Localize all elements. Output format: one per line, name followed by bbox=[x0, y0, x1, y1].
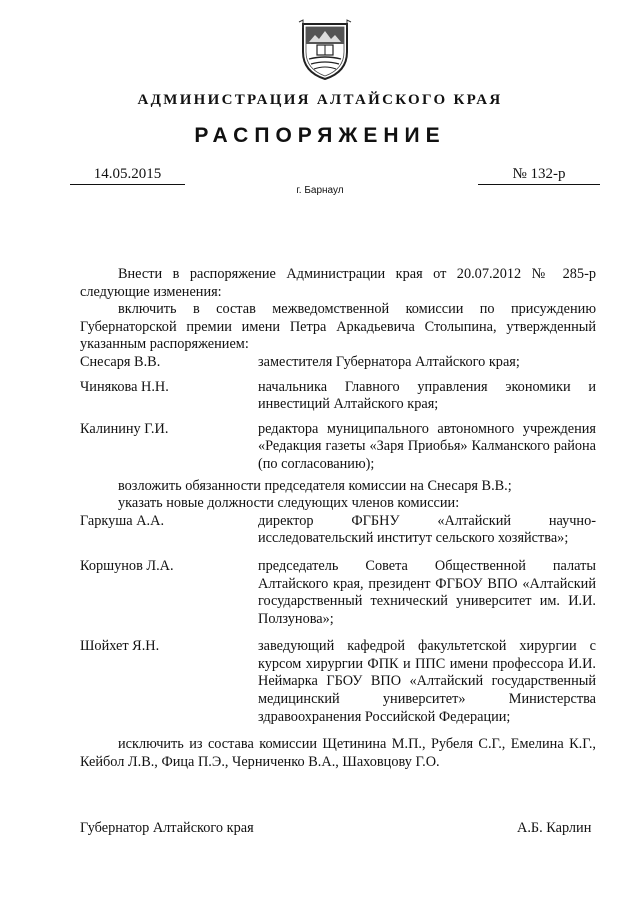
member-name: Гаркуша А.А. bbox=[80, 512, 165, 529]
signatory-name: А.Б. Карлин bbox=[517, 820, 592, 836]
member-name: Снесаря В.В. bbox=[80, 353, 161, 370]
coat-of-arms-icon bbox=[297, 18, 353, 82]
chair-clause: возложить обязанности председателя комиссии на Снесаря В.В.; bbox=[118, 477, 512, 494]
positions-clause: указать новые должности следующих членов комиссии: bbox=[118, 495, 460, 512]
document-date: 14.05.2015 bbox=[70, 165, 185, 185]
member-name: Шойхет Я.Н. bbox=[80, 638, 160, 655]
member-role: председатель Совета Общественной палаты Алтайского края, президент ФГБОУ ВПО «Алтайский государственный технический университет им. И.И. Ползунова»; bbox=[258, 557, 596, 627]
document-body bbox=[80, 266, 596, 771]
exclude-clause: исключить из состава комиссии Щетинина М.П., Рубеля С.Г., Емелина К.Г., Кейбол Л.В., Фица П.Э., Черниченко В.А., Шаховцову Г.О. bbox=[80, 736, 596, 770]
include-clause: включить в состав межведомственной комиссии по присуждению Губернаторской премии имени Петра Аркадьевича Столыпина, утвержденный указанным распоряжением: bbox=[80, 301, 596, 353]
member-row bbox=[80, 513, 596, 548]
document-city: г. Барнаул bbox=[296, 185, 344, 196]
member-row bbox=[80, 354, 596, 372]
member-role: заместителя Губернатора Алтайского края; bbox=[258, 353, 520, 370]
member-role: директор ФГБНУ «Алтайский научно-исследовательский институт сельского хозяйства»; bbox=[258, 512, 596, 547]
member-row bbox=[80, 421, 596, 474]
document-number: № 132-р bbox=[478, 165, 600, 185]
agency-name: АДМИНИСТРАЦИЯ АЛТАЙСКОГО КРАЯ bbox=[137, 92, 503, 108]
document-type-title: РАСПОРЯЖЕНИЕ bbox=[194, 124, 446, 147]
intro-paragraph: Внести в распоряжение Администрации края от 20.07.2012 № 285-р следующие изменения: bbox=[80, 266, 596, 300]
member-name: Чинякова Н.Н. bbox=[80, 378, 169, 395]
member-name: Калинину Г.И. bbox=[80, 420, 169, 437]
member-role: начальника Главного управления экономики и инвестиций Алтайского края; bbox=[258, 378, 596, 413]
member-role: заведующий кафедрой факультетской хирургии с курсом хирургии ФПК и ППС имени профессора И.И. Неймарка ГБОУ ВПО «Алтайский государственный медицинский университет» Министерства здравоохранения Российской Федерации; bbox=[258, 638, 596, 725]
member-row bbox=[80, 558, 596, 628]
member-row bbox=[80, 379, 596, 414]
member-role: редактора муниципального автономного учреждения «Редакция газеты «Заря Приобья» Калманского района (по согласованию); bbox=[258, 420, 596, 472]
signatory-position: Губернатор Алтайского края bbox=[80, 820, 254, 836]
member-row bbox=[80, 638, 596, 726]
member-name: Коршунов Л.А. bbox=[80, 557, 174, 574]
